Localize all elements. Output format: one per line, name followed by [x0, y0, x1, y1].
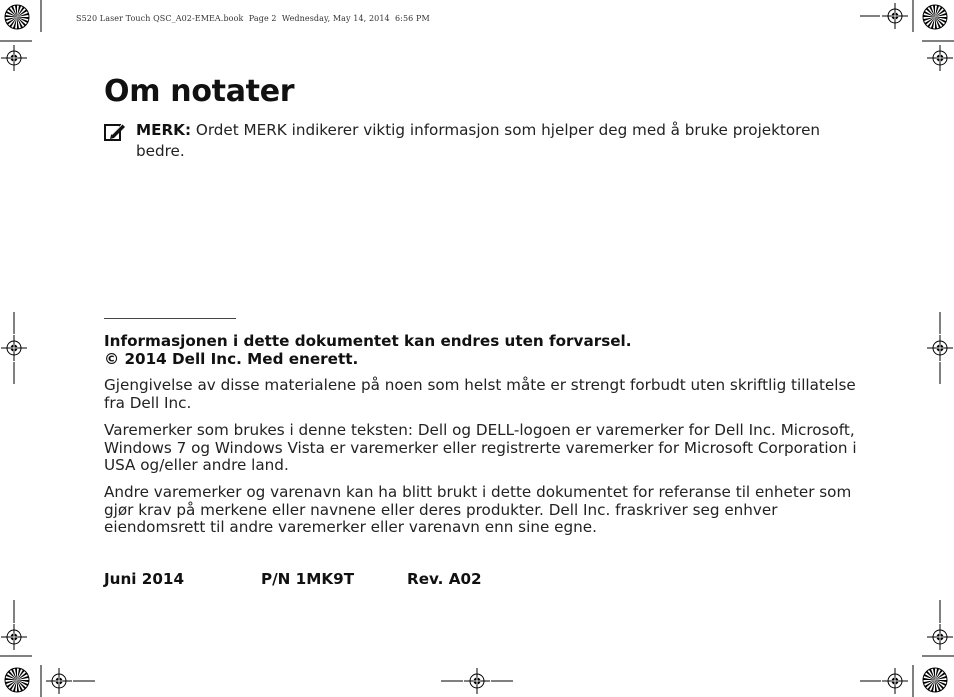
paragraph-other-trademarks: Andre varemerker og varenavn kan ha blitt brukt i dette dokumentet for referanse til enheter som gjør krav på merkene eller navnene eller deres produkter. Dell Inc. fraskriver seg enhver eiendomsrett til andre varemerker eller varenavn enn sine egne. — [104, 483, 852, 536]
registration-mark-icon — [1, 624, 27, 650]
notice-change-line: Informasjonen i dette dokumentet kan endres uten forvarsel. — [104, 332, 632, 350]
registration-mark-icon — [882, 3, 908, 29]
print-slug-line: S520 Laser Touch QSC_A02-EMEA.book Page 2 Wednesday, May 14, 2014 6:56 PM — [76, 14, 430, 23]
starburst-icon-top-left — [5, 5, 29, 29]
footer-part-number: P/N 1MK9T — [261, 570, 355, 588]
registration-mark-icon — [1, 45, 27, 71]
note-body: Ordet MERK indikerer viktig informasjon som hjelper deg med å bruke projektoren bedre. — [136, 121, 821, 160]
page-title: Om notater — [104, 74, 295, 109]
paragraph-reproduction: Gjengivelse av disse materialene på noen som helst måte er strengt forbudt uten skriftlig tillatelse fra Dell Inc. — [104, 376, 856, 412]
footer-date: Juni 2014 — [104, 570, 185, 588]
starburst-icon-top-right — [923, 5, 947, 29]
starburst-icon-bottom-left — [5, 668, 29, 692]
registration-mark-icon — [1, 335, 27, 361]
starburst-icon-bottom-right — [923, 668, 947, 692]
copyright-line: © 2014 Dell Inc. Med enerett. — [104, 350, 359, 368]
note-pencil-icon — [104, 122, 126, 142]
legal-notice — [104, 332, 864, 368]
footer-revision: Rev. A02 — [407, 570, 482, 588]
registration-mark-icon — [927, 624, 953, 650]
registration-mark-icon — [927, 45, 953, 71]
note-label: MERK: — [136, 121, 192, 139]
registration-mark-icon — [882, 668, 908, 694]
section-divider — [104, 318, 236, 319]
registration-mark-icon — [927, 335, 953, 361]
note-text — [136, 120, 864, 162]
paragraph-trademarks: Varemerker som brukes i denne teksten: Dell og DELL-logoen er varemerker for Dell Inc. Microsoft, Windows 7 og Windows Vista er varemerker eller registrerte varemerker for Microsoft Corporation i USA og/eller andre land. — [104, 421, 857, 474]
registration-mark-icon — [464, 668, 490, 694]
registration-mark-icon — [46, 668, 72, 694]
